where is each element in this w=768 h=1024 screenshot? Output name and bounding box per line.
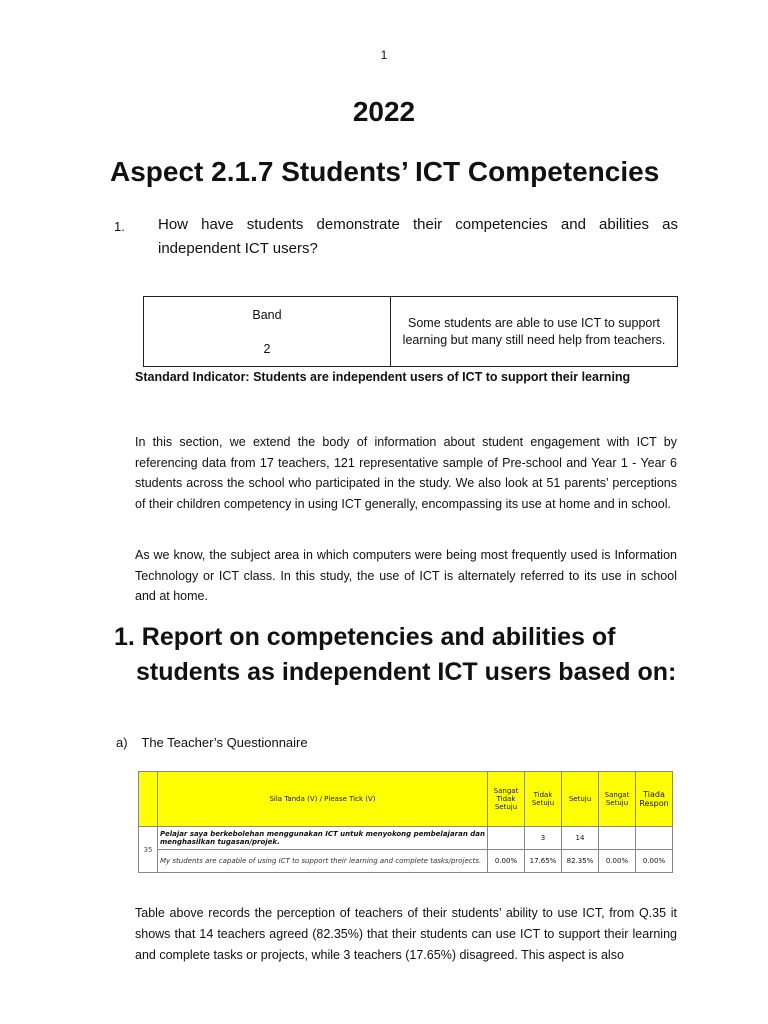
question-text: How have students demonstrate their competencies and abilities as independent ICT users? [158,216,678,257]
count-cell: 3 [525,827,562,850]
question-number: 1. [114,219,125,234]
intro-paragraph: In this section, we extend the body of information about student engagement with ICT by referencing data from 17 teachers, 121 representative sample of Pre-school and Year 1 - Year 6 students across the school who participated in the study. We also look at 51 parents’ perceptions of their children competency in using ICT generally, encompassing its use at home and in school. [135,435,677,511]
col-tidak-setuju: Tidak Setuju [525,772,562,827]
band-label: Band [252,307,282,322]
band-table [143,296,678,367]
subsection-a [116,735,308,750]
percent-cell: 0.00% [599,850,636,873]
aspect-title: Aspect 2.1.7 Students’ ICT Competencies [110,156,660,187]
percent-cell: 0.00% [488,850,525,873]
report-heading-line1: 1. Report on competencies and abilities of [114,623,616,651]
col-sangat-tidak-setuju: Sangat Tidak Setuju [488,772,525,827]
context-paragraph: As we know, the subject area in which computers were being most frequently used is Information Technology or ICT class. In this study, the use of ICT is alternately referred to its use in school and at home. [135,548,677,603]
count-cell [488,827,525,850]
statement-bm: Pelajar saya berkebolehan menggunakan ICT untuk menyokong pembelajaran dan menghasilkan tugasan/projek. [158,827,488,850]
col-setuju: Setuju [562,772,599,827]
col-sangat-setuju: Sangat Setuju [599,772,636,827]
count-cell [636,827,673,850]
count-cell: 14 [562,827,599,850]
statement-en: My students are capable of using ICT to support their learning and complete tasks/projects. [158,850,488,873]
count-cell [599,827,636,850]
report-heading-line2: students as independent ICT users based on: [136,658,677,686]
questionnaire-table-image [138,771,673,881]
year-heading: 2022 [352,96,416,127]
standard-indicator: Standard Indicator: Students are independent users of ICT to support their learning [135,370,631,384]
band-description [391,297,678,367]
page-number: 1 [380,48,388,62]
table-row [139,827,673,850]
question-no: 35 [139,827,158,873]
band-cell [144,297,391,367]
col-tiada-respon: Tiada Respon [636,772,673,827]
header-instruction: Sila Tanda (V) / Please Tick (V) [158,772,488,827]
percent-cell: 0.00% [636,850,673,873]
band-value: 2 [263,341,271,356]
questionnaire-table [138,771,673,873]
closing-paragraph: Table above records the perception of teachers of their students’ ability to use ICT, from Q.35 it shows that 14 teachers agreed (82.35%) that their students can use ICT to support their learning and complete tasks or projects, while 3 teachers (17.65%) disagreed. This aspect is also [135,906,677,962]
subsection-a-label: a) [116,735,128,750]
band-description-text: Some students are able to use ICT to support learning but many still need help from teachers. [402,315,666,347]
subsection-a-title: The Teacher’s Questionnaire [141,735,308,750]
percent-cell: 82.35% [562,850,599,873]
report-heading [114,620,678,690]
percent-cell: 17.65% [525,850,562,873]
table-row [139,850,673,873]
corner-cell [139,772,158,827]
